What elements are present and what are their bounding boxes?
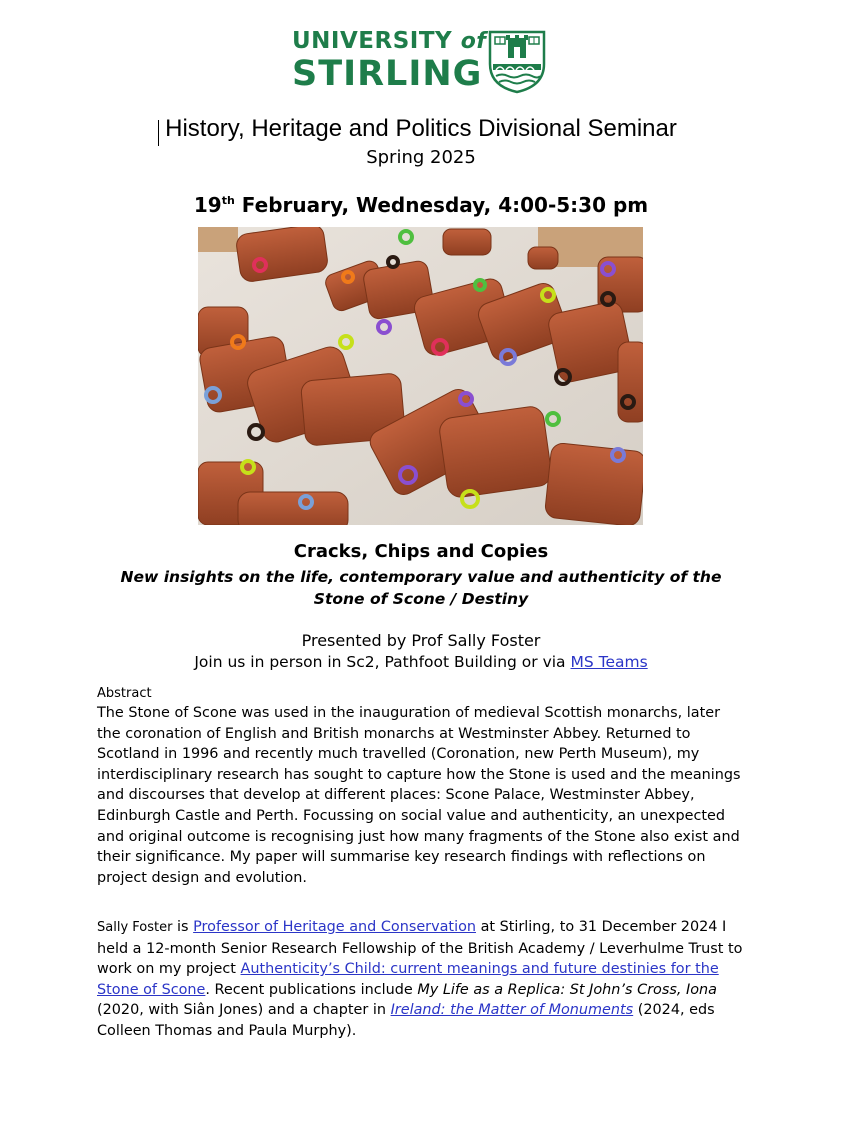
presenter: Presented by Prof Sally Foster: [301, 631, 541, 650]
ireland-book-link[interactable]: [391, 1002, 634, 1018]
bio-text-3: . Recent publications include: [205, 981, 418, 998]
speaker-bio: [97, 917, 747, 1042]
talk-subtitle: New insights on the life, contemporary value and authenticity of the Stone of Scone / Destiny: [120, 568, 722, 608]
talk-title: Cracks, Chips and Copies: [293, 541, 549, 562]
logo-university: UNIVERSITY: [292, 28, 453, 54]
university-logo: [292, 28, 552, 98]
logo-of: of: [460, 29, 487, 54]
event-date-rest: February, Wednesday, 4:00-5:30 pm: [234, 193, 649, 217]
abstract-text: The Stone of Scone was used in the inauguration of medieval Scottish monarchs, later the coronation of English and British monarchs at Westminster Abbey. Returned to Scotland in 1996 and recently much travelled (Coronation, new Perth Museum), my interdisciplinary research has sought to capture how the Stone is used and the meanings and discourses that develop at different places: Scone Palace, Westminster Abbey, Edinburgh Castle and Perth. Focussing on social value and authenticity, an unexpected and original outcome is recognising just how many fragments of the Stone also exist and their significance. My paper will summarise key research findings with reflections on project design and evolution.: [97, 705, 741, 886]
bio-text-2: at Stirling, to 31 December 2024 I held a 12-month Senior Research Fellowship of the British Academy / Leverhulme Trust to work on my project: [97, 919, 743, 978]
bio-publication-title: My Life as a Replica: St John’s Cross, Iona: [417, 981, 717, 998]
join-text: Join us in person in Sc2, Pathfoot Building or via: [194, 653, 571, 671]
abstract-heading: Abstract: [97, 686, 152, 701]
seminar-term: Spring 2025: [366, 147, 476, 168]
bio-text-1: is: [172, 919, 194, 935]
bio-text-5: (2024, eds Colleen Thomas and Paula Murphy).: [97, 1002, 715, 1039]
event-day: 19: [193, 193, 222, 217]
university-crest-icon: [488, 30, 546, 94]
ireland-book-title: Ireland: the Matter of Monuments: [390, 1002, 634, 1019]
bio-text-4: (2020, with Siân Jones) and a chapter in: [97, 1002, 391, 1019]
logo-stirling: STIRLING: [292, 54, 483, 94]
seminar-title: History, Heritage and Politics Divisional Seminar: [165, 115, 677, 142]
professor-link[interactable]: Professor of Heritage and Conservation: [193, 919, 476, 935]
logo-wordmark: [292, 28, 486, 93]
clay-stone-replicas-photo: [198, 227, 643, 525]
event-date: [0, 193, 842, 217]
event-day-suffix: th: [221, 194, 235, 207]
photo-illustration: [198, 227, 643, 525]
bio-name: Sally Foster: [97, 920, 173, 935]
join-info: [0, 653, 842, 671]
ms-teams-link[interactable]: MS Teams: [570, 653, 648, 671]
project-link[interactable]: Authenticity’s Child: current meanings and future destinies for the Stone of Scone: [97, 961, 719, 998]
